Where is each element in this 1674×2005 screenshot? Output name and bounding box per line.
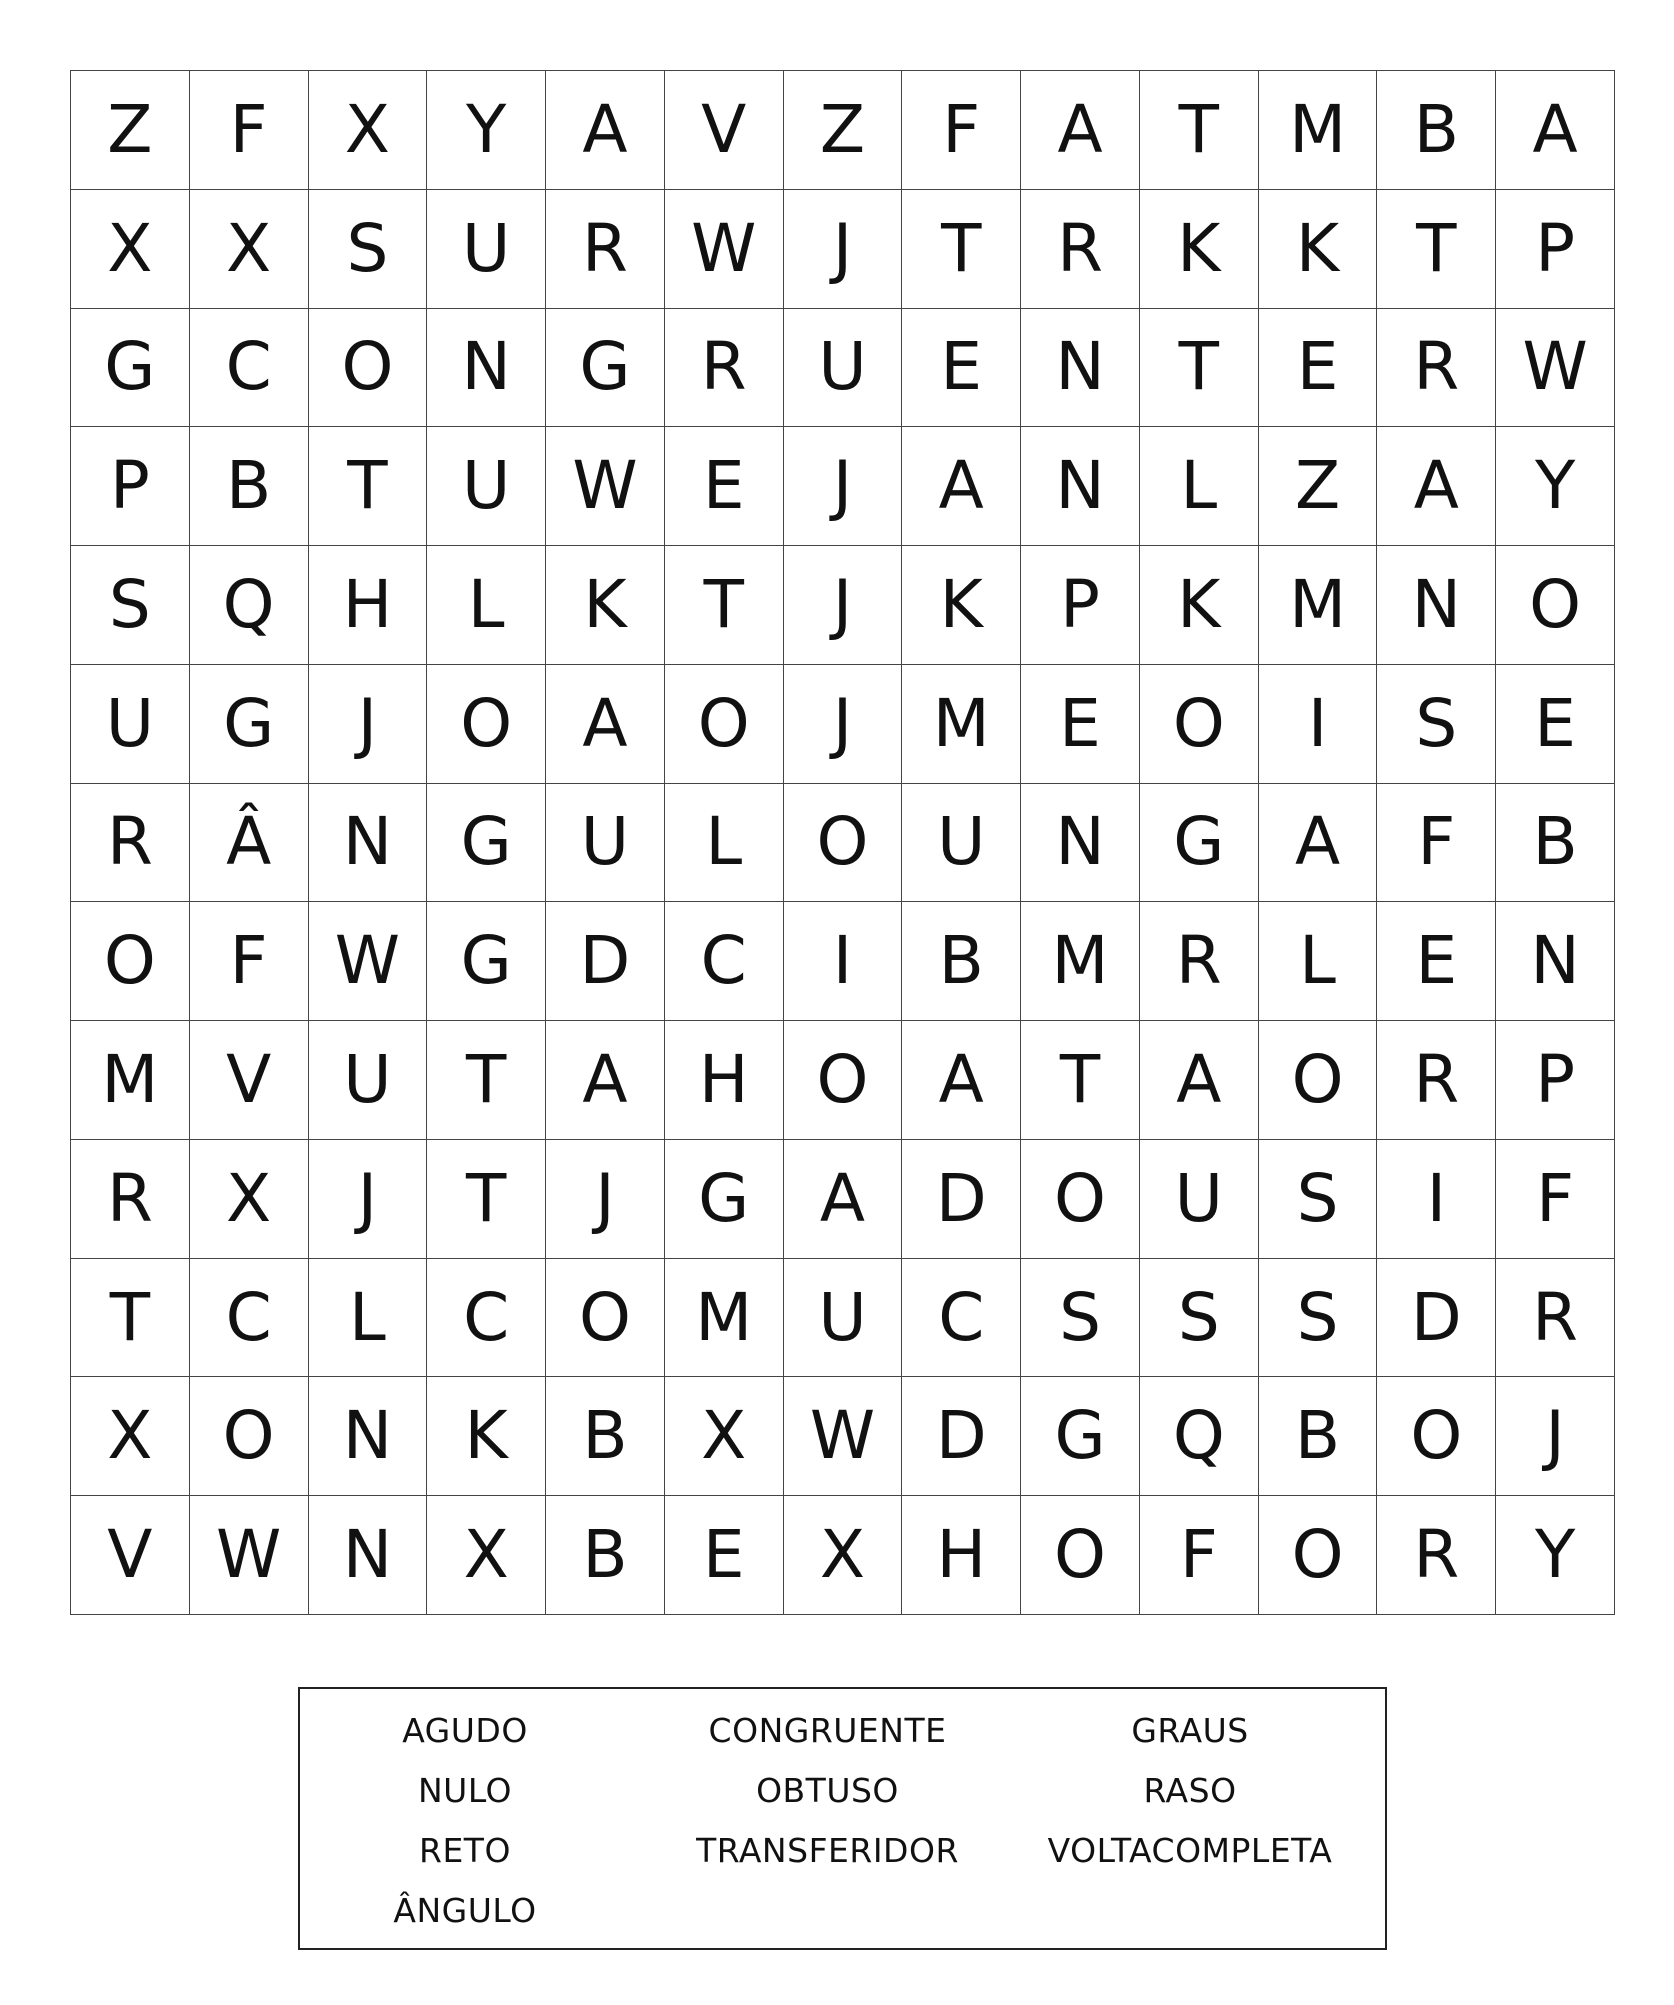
grid-cell[interactable]: O [1140,665,1259,784]
grid-cell[interactable]: R [1377,1021,1496,1140]
grid-cell[interactable]: B [902,902,1021,1021]
letter-grid [70,70,1615,1615]
grid-cell[interactable]: O [1021,1140,1140,1259]
grid-cell[interactable]: A [1021,71,1140,190]
grid-cell[interactable]: K [1140,546,1259,665]
grid-cell[interactable]: U [784,1259,903,1378]
grid-cell[interactable]: Y [1496,1496,1615,1615]
grid-cell[interactable]: W [546,427,665,546]
grid-cell[interactable]: E [665,1496,784,1615]
grid-cell[interactable]: K [427,1377,546,1496]
grid-cell[interactable]: G [71,309,190,428]
grid-cell[interactable]: X [190,190,309,309]
grid-cell[interactable]: C [665,902,784,1021]
word-list [300,1701,1333,1941]
grid-cell[interactable]: S [1021,1259,1140,1378]
grid-cell[interactable]: P [1021,546,1140,665]
grid-cell[interactable]: A [1259,784,1378,903]
grid-cell[interactable]: W [784,1377,903,1496]
grid-cell[interactable]: T [1140,71,1259,190]
grid-cell[interactable]: X [784,1496,903,1615]
grid-cell[interactable]: J [784,546,903,665]
grid-cell[interactable]: G [665,1140,784,1259]
grid-cell[interactable]: S [1140,1259,1259,1378]
grid-cell[interactable]: E [902,309,1021,428]
grid-cell[interactable]: R [1496,1259,1615,1378]
grid-cell[interactable]: B [1377,71,1496,190]
grid-cell[interactable]: W [1496,309,1615,428]
grid-cell[interactable]: C [427,1259,546,1378]
grid-cell[interactable]: Q [1140,1377,1259,1496]
grid-cell[interactable]: U [546,784,665,903]
grid-cell[interactable]: H [665,1021,784,1140]
grid-cell[interactable]: H [902,1496,1021,1615]
grid-cell[interactable]: U [309,1021,428,1140]
grid-cell[interactable]: T [1021,1021,1140,1140]
grid-cell[interactable]: L [1140,427,1259,546]
grid-cell[interactable]: Y [427,71,546,190]
grid-cell[interactable]: O [1259,1021,1378,1140]
grid-cell[interactable]: C [902,1259,1021,1378]
grid-cell[interactable]: L [309,1259,428,1378]
grid-cell[interactable]: K [1140,190,1259,309]
grid-cell[interactable]: N [309,784,428,903]
grid-cell[interactable]: F [1496,1140,1615,1259]
grid-cell[interactable]: U [427,190,546,309]
grid-cell[interactable]: L [665,784,784,903]
grid-cell[interactable]: D [546,902,665,1021]
grid-cell[interactable]: K [902,546,1021,665]
grid-cell[interactable]: G [427,784,546,903]
grid-cell[interactable]: X [71,190,190,309]
grid-cell[interactable]: L [427,546,546,665]
grid-cell[interactable]: O [1496,546,1615,665]
grid-cell[interactable]: O [427,665,546,784]
word-list-item: GRAUS [1131,1711,1249,1750]
grid-cell[interactable]: N [1021,784,1140,903]
grid-cell[interactable]: R [71,784,190,903]
grid-cell[interactable]: R [1021,190,1140,309]
grid-cell[interactable]: N [1377,546,1496,665]
grid-cell[interactable]: M [1259,71,1378,190]
grid-cell[interactable]: O [1259,1496,1378,1615]
word-list-item: RETO [419,1831,511,1870]
grid-cell[interactable]: E [665,427,784,546]
grid-cell[interactable]: A [546,1021,665,1140]
grid-cell[interactable]: V [190,1021,309,1140]
grid-cell[interactable]: X [71,1377,190,1496]
grid-cell[interactable]: S [1259,1259,1378,1378]
word-list-item: NULO [417,1771,513,1810]
grid-cell[interactable]: T [1377,190,1496,309]
grid-cell[interactable]: U [902,784,1021,903]
word-list-item: ÂNGULO [393,1891,537,1930]
grid-cell[interactable]: E [1259,309,1378,428]
grid-cell[interactable]: O [784,784,903,903]
grid-cell[interactable]: X [190,1140,309,1259]
grid-cell[interactable]: W [309,902,428,1021]
grid-cell[interactable]: M [71,1021,190,1140]
grid-cell[interactable]: R [665,309,784,428]
grid-cell[interactable]: E [1377,902,1496,1021]
word-list-item: AGUDO [402,1711,528,1750]
grid-cell[interactable]: J [309,665,428,784]
grid-cell[interactable]: F [190,71,309,190]
grid-cell[interactable]: V [71,1496,190,1615]
grid-cell[interactable]: J [1496,1377,1615,1496]
grid-cell[interactable]: A [546,71,665,190]
grid-cell[interactable]: X [665,1377,784,1496]
grid-cell[interactable]: E [1021,665,1140,784]
grid-cell[interactable]: O [309,309,428,428]
grid-cell[interactable]: I [1377,1140,1496,1259]
grid-cell[interactable]: P [1496,1021,1615,1140]
grid-cell[interactable]: O [1377,1377,1496,1496]
grid-cell[interactable]: Z [71,71,190,190]
grid-cell[interactable]: J [546,1140,665,1259]
grid-cell[interactable]: L [1259,902,1378,1021]
grid-cell[interactable]: W [190,1496,309,1615]
grid-cell[interactable]: T [902,190,1021,309]
grid-cell[interactable]: I [1259,665,1378,784]
grid-cell[interactable]: O [784,1021,903,1140]
grid-cell[interactable]: H [309,546,428,665]
grid-cell[interactable]: E [1496,665,1615,784]
grid-cell[interactable]: A [1140,1021,1259,1140]
grid-cell[interactable]: G [546,309,665,428]
grid-cell[interactable]: U [427,427,546,546]
grid-cell[interactable]: F [190,902,309,1021]
word-list-box [298,1687,1387,1950]
grid-cell[interactable]: N [1496,902,1615,1021]
grid-cell[interactable]: O [546,1259,665,1378]
grid-cell[interactable]: I [784,902,903,1021]
grid-cell[interactable]: R [1140,902,1259,1021]
grid-cell[interactable]: K [546,546,665,665]
grid-cell[interactable]: D [1377,1259,1496,1378]
grid-cell[interactable]: J [784,665,903,784]
grid-cell[interactable]: B [1496,784,1615,903]
grid-cell[interactable]: J [309,1140,428,1259]
grid-cell[interactable]: B [190,427,309,546]
grid-cell[interactable]: R [71,1140,190,1259]
grid-cell[interactable]: G [1021,1377,1140,1496]
grid-cell[interactable]: C [190,1259,309,1378]
grid-cell[interactable]: A [784,1140,903,1259]
grid-cell[interactable]: G [427,902,546,1021]
grid-cell[interactable]: M [1259,546,1378,665]
grid-cell[interactable]: O [71,902,190,1021]
grid-cell[interactable]: X [309,71,428,190]
word-list-item: CONGRUENTE [708,1711,947,1750]
grid-cell[interactable]: K [1259,190,1378,309]
grid-cell[interactable]: M [665,1259,784,1378]
grid-cell[interactable]: F [1377,784,1496,903]
grid-cell[interactable]: S [71,546,190,665]
grid-cell[interactable]: A [902,1021,1021,1140]
grid-cell[interactable]: X [427,1496,546,1615]
word-list-item: TRANSFERIDOR [696,1831,959,1870]
grid-cell[interactable]: A [1377,427,1496,546]
grid-cell[interactable]: M [902,665,1021,784]
grid-cell[interactable]: N [309,1377,428,1496]
grid-cell[interactable]: T [71,1259,190,1378]
grid-cell[interactable]: U [71,665,190,784]
grid-cell[interactable]: M [1021,902,1140,1021]
grid-cell[interactable]: O [665,665,784,784]
grid-cell[interactable]: F [902,71,1021,190]
grid-cell[interactable]: A [1496,71,1615,190]
grid-cell[interactable]: T [1140,309,1259,428]
grid-cell[interactable]: R [1377,1496,1496,1615]
grid-cell[interactable]: N [1021,309,1140,428]
grid-cell[interactable]: G [190,665,309,784]
grid-cell[interactable]: U [784,309,903,428]
grid-cell[interactable]: J [784,427,903,546]
grid-cell[interactable]: N [309,1496,428,1615]
grid-cell[interactable]: U [1140,1140,1259,1259]
grid-cell[interactable]: J [784,190,903,309]
grid-cell[interactable]: R [1377,309,1496,428]
grid-cell[interactable]: B [1259,1377,1378,1496]
word-list-item: OBTUSO [756,1771,899,1810]
grid-cell[interactable]: S [309,190,428,309]
grid-cell[interactable]: S [1259,1140,1378,1259]
grid-cell[interactable]: Z [1259,427,1378,546]
grid-cell[interactable]: R [546,190,665,309]
grid-cell[interactable]: T [427,1021,546,1140]
grid-cell[interactable]: A [902,427,1021,546]
grid-cell[interactable]: P [71,427,190,546]
grid-cell[interactable]: N [1021,427,1140,546]
grid-cell[interactable]: Y [1496,427,1615,546]
grid-cell[interactable]: S [1377,665,1496,784]
grid-cell[interactable]: T [309,427,428,546]
word-list-item: RASO [1143,1771,1237,1810]
grid-cell[interactable]: O [190,1377,309,1496]
grid-cell[interactable]: T [427,1140,546,1259]
grid-cell[interactable]: B [546,1377,665,1496]
grid-cell[interactable]: P [1496,190,1615,309]
grid-cell[interactable]: Q [190,546,309,665]
grid-cell[interactable]: T [665,546,784,665]
grid-cell[interactable]: D [902,1377,1021,1496]
grid-cell[interactable]: O [1021,1496,1140,1615]
grid-cell[interactable]: Â [190,784,309,903]
grid-cell[interactable]: N [427,309,546,428]
grid-cell[interactable]: A [546,665,665,784]
grid-cell[interactable]: G [1140,784,1259,903]
grid-cell[interactable]: V [665,71,784,190]
grid-cell[interactable]: B [546,1496,665,1615]
word-list-item: VOLTACOMPLETA [1047,1831,1333,1870]
grid-cell[interactable]: W [665,190,784,309]
grid-cell[interactable]: F [1140,1496,1259,1615]
grid-cell[interactable]: Z [784,71,903,190]
grid-cell[interactable]: C [190,309,309,428]
grid-cell[interactable]: D [902,1140,1021,1259]
